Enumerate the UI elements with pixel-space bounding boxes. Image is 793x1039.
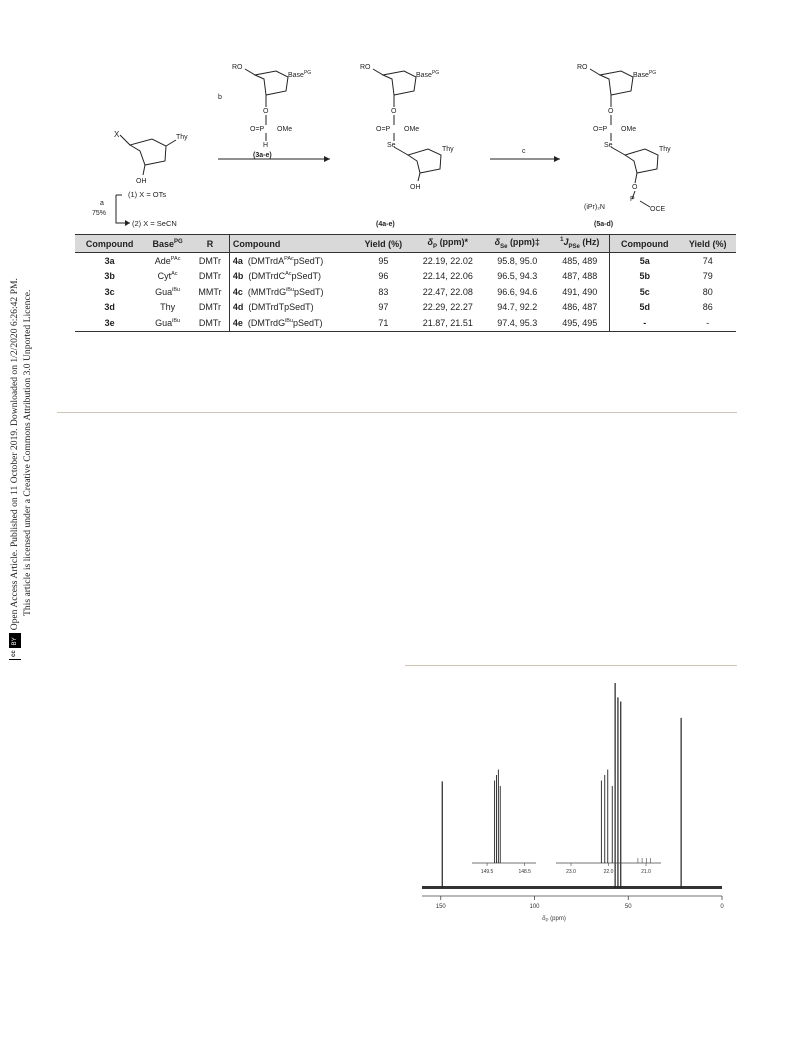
scheme-thy-4: Thy	[442, 146, 454, 153]
scheme-yield-a: 75%	[92, 210, 107, 217]
spectrum-tick-label: 150	[435, 904, 446, 910]
scheme-base-5: Base$^{PG}$	[633, 70, 657, 79]
table-row	[75, 300, 736, 316]
cell-yield-5: 80	[702, 286, 713, 297]
cell-compound-3: 3d	[104, 302, 115, 313]
license-sidebar	[8, 190, 44, 660]
cell-delta-p: 22.14, 22.06	[422, 271, 473, 282]
scheme-step-c: c	[522, 148, 526, 155]
scheme-opo-5: O=P	[593, 126, 608, 133]
table-row	[75, 269, 736, 285]
cell-yield: 97	[378, 302, 389, 313]
by-icon: BY	[10, 634, 20, 648]
spectrum-baseline	[422, 886, 722, 889]
arrowhead-b	[324, 156, 330, 162]
scheme-oh-4: OH	[410, 184, 421, 191]
header-delta-p: $\delta_P$ (ppm)*	[412, 235, 485, 253]
header-yield-1: Yield (%)	[355, 235, 411, 253]
header-yield-2: Yield (%)	[679, 235, 736, 253]
cell-base: Cyt$^{Ac}$	[157, 271, 178, 282]
cell-delta-p: 22.29, 22.27	[422, 302, 473, 313]
divider-rule-2	[405, 665, 737, 666]
spectrum-tick-label: 0	[720, 904, 724, 910]
cell-delta-p: 22.47, 22.08	[422, 286, 473, 297]
cell-compound-5: 5b	[610, 269, 680, 285]
cell-base: Gua$^{iBu}$	[144, 315, 191, 331]
inset-tick-label: 21.0	[641, 869, 651, 875]
cell-j-pse: 485, 489	[562, 255, 598, 266]
arrowhead-a	[125, 220, 130, 226]
cell-r: DMTr	[198, 255, 222, 266]
scheme-label-5: (5a-d)	[594, 221, 614, 228]
licence-line[interactable]: This article is licensed under a Creative Commons Attribution 3.0 Unported Licence.	[22, 289, 33, 616]
cell-compound-4: 4e (DMTrdG$^{iBu}$pSedT)	[229, 315, 355, 331]
cell-j-pse: 495, 495	[550, 315, 609, 331]
scheme-compound-2: (2) X = SeCN	[132, 219, 177, 228]
scheme-o-5b: O	[632, 184, 638, 191]
cell-yield: 95	[378, 255, 389, 266]
cell-r: DMTr	[191, 315, 229, 331]
cell-base: Ade$^{PAc}$	[154, 255, 181, 266]
header-delta-se: $\delta_{Se}$ (ppm)‡	[484, 235, 550, 253]
cell-delta-se: 97.4, 95.3	[484, 315, 550, 331]
scheme-label-4: (4a-e)	[376, 221, 395, 228]
inset-tick-label: 22.0	[603, 869, 614, 875]
scheme-label-3: (3a-e)	[253, 152, 272, 159]
reaction-scheme	[70, 55, 740, 233]
divider-rule-1	[57, 412, 737, 413]
scheme-h-3: H	[263, 142, 269, 149]
cc-icon: cc	[8, 648, 21, 659]
table-row	[75, 315, 736, 331]
scheme-opo-3: O=P	[250, 126, 265, 133]
header-base: Base$^{PG}$	[144, 235, 191, 253]
cell-base: Gua$^{iBu}$	[155, 286, 181, 297]
scheme-ome-3: OMe	[277, 126, 293, 133]
scheme-compound-1: (1) X = OTs	[128, 190, 167, 199]
compound-table	[75, 234, 736, 332]
cell-j-pse: 491, 490	[562, 286, 598, 297]
furanose-ring-5-top	[600, 71, 633, 95]
cell-yield-5: 74	[702, 255, 713, 266]
cell-base: Thy	[160, 302, 176, 313]
furanose-ring-3	[255, 71, 288, 95]
cell-r: MMTr	[198, 286, 222, 297]
license-line-1	[8, 190, 21, 660]
table-header-row	[75, 235, 736, 253]
scheme-base-3: Base$^{PG}$	[288, 70, 312, 79]
cell-yield: 83	[378, 286, 389, 297]
cell-compound-5: 5d	[610, 300, 680, 316]
cc-by-badge[interactable]	[9, 633, 21, 660]
spectrum-tick-label: 50	[624, 904, 632, 910]
spectrum-tick-label: 100	[529, 904, 540, 910]
scheme-ome-5: OMe	[621, 126, 637, 133]
header-r: R	[191, 235, 229, 253]
spectrum-xlabel: $\delta_P$ (ppm)	[542, 916, 566, 923]
scheme-ro-4: RO	[360, 64, 371, 71]
cell-delta-p: 22.19, 22.02	[422, 255, 473, 266]
cell-compound-4: 4c (MMTrdG$^{iBu}$pSedT)	[229, 284, 355, 300]
cell-yield: 96	[378, 271, 389, 282]
cell-compound-5: -	[610, 315, 680, 331]
scheme-se-5: Se	[604, 142, 613, 149]
furanose-ring-4-bottom	[408, 149, 441, 173]
cell-compound-4: 4d (DMTrdTpSedT)	[229, 300, 355, 316]
header-compound-2: Compound	[229, 235, 355, 253]
scheme-opo-4: O=P	[376, 126, 391, 133]
table-row	[75, 253, 736, 269]
scheme-ipr2n: (iPr)₂N	[584, 204, 605, 211]
header-compound-3: Compound	[610, 235, 680, 253]
furanose-ring-5-bottom	[625, 149, 658, 173]
scheme-oh-1: OH	[136, 178, 147, 185]
scheme-ome-4: OMe	[404, 126, 420, 133]
cell-compound-3: 3b	[104, 271, 115, 282]
furanose-ring-4-top	[383, 71, 416, 95]
furanose-ring-start	[130, 139, 166, 165]
scheme-se-4: Se	[387, 142, 396, 149]
header-j-pse: $^1J_{PSe}$ (Hz)	[550, 235, 609, 253]
cell-yield-5: 86	[702, 302, 713, 313]
cell-compound-3: 3e	[75, 315, 144, 331]
cell-yield-5: 79	[702, 271, 713, 282]
cell-compound-5: 5a	[610, 253, 680, 269]
table-body	[75, 253, 736, 332]
cell-delta-se: 95.8, 95.0	[497, 255, 538, 266]
scheme-ro-5: RO	[577, 64, 588, 71]
cell-delta-se: 96.5, 94.3	[497, 271, 538, 282]
cell-r: DMTr	[198, 271, 222, 282]
table-row	[75, 284, 736, 300]
arrow-a	[116, 195, 130, 223]
scheme-step-a: a	[100, 200, 104, 207]
nmr-spectrum	[414, 678, 734, 928]
cell-compound-3: 3a	[104, 255, 115, 266]
cell-compound-4: 4b (DMTrdC$^{Ac}$pSedT)	[229, 269, 355, 285]
scheme-base-4: Base$^{PG}$	[416, 70, 440, 79]
scheme-o-4: O	[391, 108, 397, 115]
cell-compound-4: 4a (DMTrdA$^{PAc}$pSedT)	[229, 253, 355, 269]
bond-x	[120, 135, 130, 145]
inset-tick-label: 23.0	[566, 869, 576, 875]
header-compound-1: Compound	[75, 235, 144, 253]
scheme-thy-1: Thy	[176, 134, 188, 141]
scheme-p-5: P	[630, 196, 635, 203]
cell-yield: 71	[355, 315, 411, 331]
cell-r: DMTr	[198, 302, 222, 313]
cell-delta-se: 94.7, 92.2	[497, 302, 538, 313]
cell-yield-5: -	[679, 315, 736, 331]
scheme-thy-5: Thy	[659, 146, 671, 153]
cell-compound-5: 5c	[610, 284, 680, 300]
published-line: Open Access Article. Published on 11 October 2019. Downloaded on 1/2/2020 6:26:42 PM.	[9, 278, 20, 631]
license-text-block	[8, 190, 44, 660]
scheme-ro-3: RO	[232, 64, 243, 71]
scheme-o-5: O	[608, 108, 614, 115]
scheme-x: X	[114, 130, 120, 139]
scheme-oce: OCE	[650, 206, 666, 213]
cell-j-pse: 487, 488	[562, 271, 598, 282]
bond-thy	[166, 140, 176, 146]
arrowhead-c	[554, 156, 560, 162]
inset-tick-label: 148.5	[518, 869, 531, 875]
scheme-step-b: b	[218, 94, 222, 101]
cell-j-pse: 486, 487	[562, 302, 598, 313]
scheme-o-3: O	[263, 108, 269, 115]
inset-tick-label: 149.5	[480, 869, 494, 875]
bond-oh	[143, 165, 145, 175]
cell-compound-3: 3c	[104, 286, 115, 297]
cell-delta-se: 96.6, 94.6	[497, 286, 538, 297]
cell-delta-p: 21.87, 21.51	[412, 315, 485, 331]
